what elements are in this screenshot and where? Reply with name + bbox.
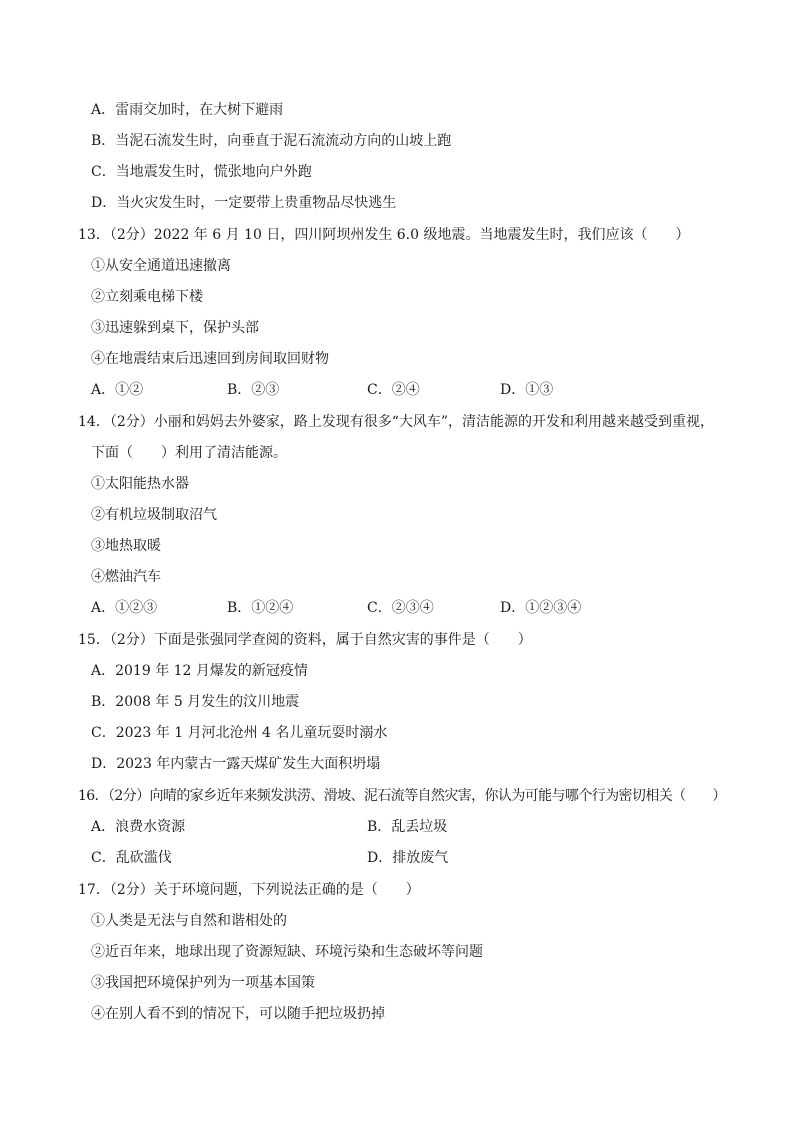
q17-item-2: ②近百年来，地球出现了资源短缺、环境污染和生态破坏等问题 [91, 944, 483, 960]
q16-option-a: A．浪费水资源 [91, 819, 186, 835]
q15-stem: 15．（2分）下面是张强同学查阅的资料，属于自然灾害的事件是（ ） [78, 632, 532, 648]
q16-option-c: C．乱砍滥伐 [91, 850, 172, 866]
q15-option-b: B．2008 年 5 月发生的汶川地震 [91, 694, 300, 710]
q14-item-3: ③地热取暖 [91, 538, 161, 554]
q14-option-d: D．①②③④ [500, 600, 582, 616]
q12-option-c: C．当地震发生时，慌张地向户外跑 [91, 164, 312, 180]
q12-option-a: A．雷雨交加时，在大树下避雨 [91, 102, 284, 118]
q13-item-3: ③迅速躲到桌下，保护头部 [91, 320, 259, 336]
q13-item-1: ①从安全通道迅速撤离 [91, 258, 231, 274]
q14-stem-line1: 14．（2分）小丽和妈妈去外婆家，路上发现有很多“大风车”，清洁能源的开发和利用越来越受到重视， [78, 414, 715, 430]
q12-option-b: B．当泥石流发生时，向垂直于泥石流流动方向的山坡上跑 [91, 133, 452, 149]
q15-option-d: D．2023 年内蒙古一露天煤矿发生大面积坍塌 [91, 756, 381, 772]
q17-item-1: ①人类是无法与自然和谐相处的 [91, 913, 287, 929]
q14-item-1: ①太阳能热水器 [91, 476, 189, 492]
q13-item-2: ②立刻乘电梯下楼 [91, 289, 203, 305]
q16-option-b: B．乱丢垃圾 [367, 819, 448, 835]
q17-stem: 17．（2分）关于环境问题，下列说法正确的是（ ） [78, 882, 420, 898]
q15-option-a: A．2019 年 12 月爆发的新冠疫情 [91, 663, 308, 679]
q15-option-c: C．2023 年 1 月河北沧州 4 名儿童玩耍时溺水 [91, 725, 388, 741]
q13-option-d: D．①③ [500, 382, 554, 398]
q16-stem: 16．（2分）向晴的家乡近年来频发洪涝、滑坡、泥石流等自然灾害，你认为可能与哪个行为密切相关（ ） [78, 788, 726, 804]
q16-option-d: D．排放废气 [367, 850, 449, 866]
q13-stem: 13．（2分）2022 年 6 月 10 日，四川阿坝州发生 6.0 级地震。当地震发生时，我们应该（ ） [78, 227, 690, 243]
q12-option-d: D．当火灾发生时，一定要带上贵重物品尽快逃生 [91, 195, 397, 211]
q13-option-c: C．②④ [367, 382, 420, 398]
q14-stem-line2: 下面（ ）利用了清洁能源。 [91, 445, 287, 461]
q14-option-b: B．①②④ [227, 600, 294, 616]
q13-option-b: B．②③ [227, 382, 280, 398]
q17-item-3: ③我国把环境保护列为一项基本国策 [91, 975, 315, 991]
q14-option-c: C．②③④ [367, 600, 434, 616]
q14-item-2: ②有机垃圾制取沼气 [91, 507, 217, 523]
q14-option-a: A．①②③ [91, 600, 158, 616]
q13-option-a: A．①② [91, 382, 144, 398]
q14-item-4: ④燃油汽车 [91, 569, 161, 585]
q17-item-4: ④在别人看不到的情况下，可以随手把垃圾扔掉 [91, 1006, 385, 1022]
q13-item-4: ④在地震结束后迅速回到房间取回财物 [91, 351, 329, 367]
